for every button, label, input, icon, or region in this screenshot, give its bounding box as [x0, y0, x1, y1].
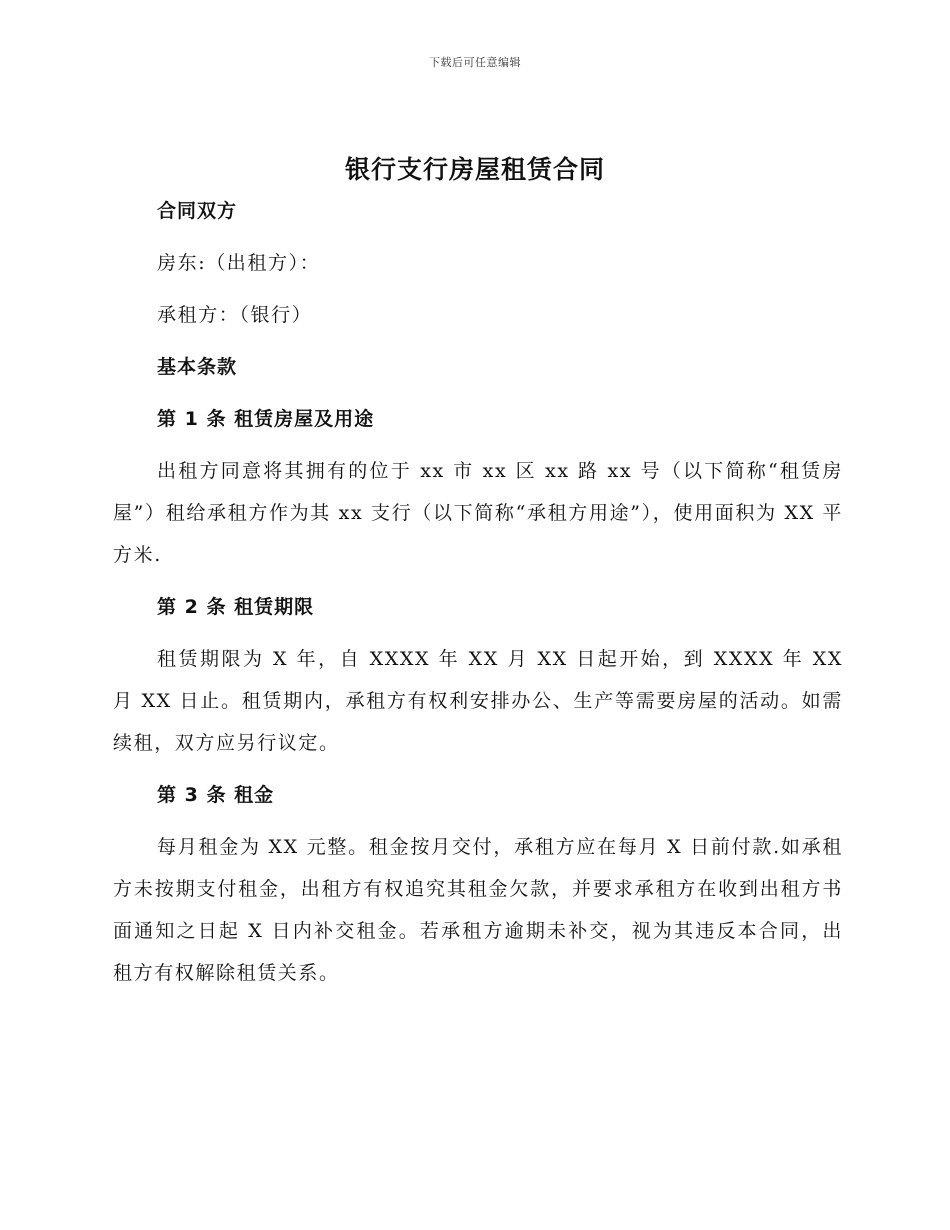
article1-text: 出租方同意将其拥有的位于 xx 市 xx 区 xx 路 xx 号（以下简称“租赁房屋”）租给承租方作为其 xx 支行（以下简称“承租方用途”），使用面积为 XX 平方米. [113, 460, 843, 566]
article3-text: 每月租金为 XX 元整。租金按月交付，承租方应在每月 X 日前付款.如承租方未按期支付租金，出租方有权追究其租金欠款，并要求承租方在收到出租方书面通知之日起 X 日内补交租金。若承租方逾期未补交，视为其违反本合同，出租方有权解除租赁关系。 [113, 836, 843, 984]
landlord-line: 房东:（出租方）： [157, 252, 321, 274]
article3-heading: 第 3 条 租金 [157, 784, 275, 806]
article2-text: 租赁期限为 X 年，自 XXXX 年 XX 月 XX 日起开始，到 XXXX 年 XX 月 XX 日止。租赁期内，承租方有权利安排办公、生产等需要房屋的活动。如需续租，双方应另行议定。 [113, 648, 843, 754]
header-note: 下载后可任意编辑 [429, 56, 521, 69]
document-body [113, 190, 843, 994]
article2-heading: 第 2 条 租赁期限 [157, 596, 315, 618]
parties-heading: 合同双方 [157, 200, 238, 222]
tenant-line: 承租方：（银行） [157, 304, 313, 326]
document-title: 银行支行房屋租赁合同 [344, 155, 605, 184]
article1-heading: 第 1 条 租赁房屋及用途 [157, 408, 375, 430]
basic-terms-heading: 基本条款 [157, 356, 238, 378]
